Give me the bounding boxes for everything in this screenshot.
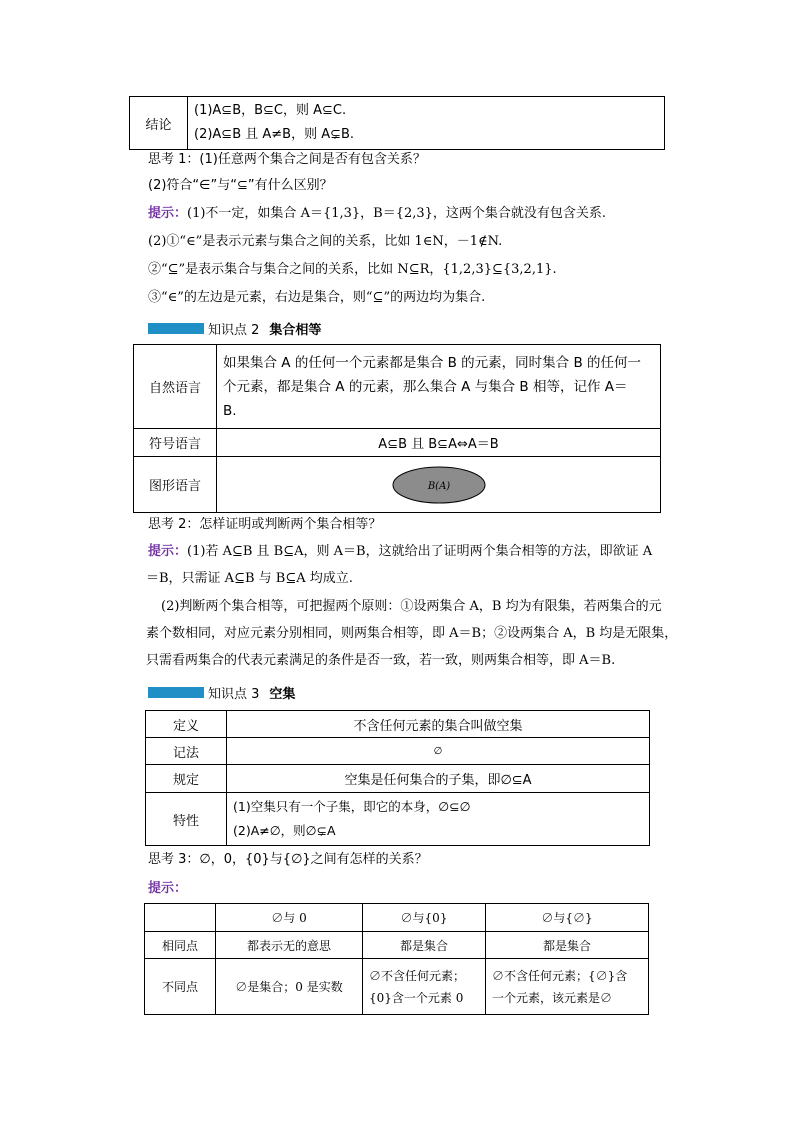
section-bar-icon [148, 687, 204, 698]
section-label: 知识点 2 [208, 322, 260, 338]
graphic-language-label: 图形语言 [134, 457, 217, 513]
difference-cell-2 [363, 959, 486, 1015]
think3-hint-label: 提示： [148, 881, 188, 896]
think1-answer-1-text: (1)不一定，如集合 A＝{1,3}，B＝{2,3}，这两个集合就没有包含关系. [187, 206, 607, 221]
comparison-header-3: ∅与{∅} [486, 904, 649, 932]
think1-answer-3: ②“⊆”是表示集合与集合之间的关系，比如 N⊆R，{1,2,3}⊆{3,2,1}. [148, 262, 557, 277]
natural-language-label: 自然语言 [134, 345, 217, 429]
section-title: 集合相等 [269, 322, 322, 338]
think3-question: 思考 3：∅，0，{0}与{∅}之间有怎样的关系？ [148, 852, 428, 867]
ellipse-label: B(A) [427, 480, 450, 492]
similarity-cell-2: 都是集合 [363, 932, 486, 959]
property-content [227, 793, 650, 846]
difference-cell-3-line-1: ∅不含任何元素；{∅}含 [492, 968, 628, 983]
similarity-cell-3: 都是集合 [486, 932, 649, 959]
natural-language-content [217, 345, 661, 429]
notation-label: 记法 [146, 738, 227, 765]
think2-answer-2-line-1: (2)判断两个集合相等，可把握两个原则：①设两集合 A，B 均为有限集，若两集合的元 [161, 599, 662, 614]
symbol-language-value: A⊆B 且 B⊆A⇔A＝B [217, 429, 661, 457]
natural-language-line-2: 个元素，都是集合 A 的元素，那么集合 A 与集合 B 相等，记作 A＝ [223, 378, 628, 395]
section-label: 知识点 3 [208, 686, 260, 702]
think1-answer-2: (2)①“∈”是表示元素与集合之间的关系，比如 1∈N，－1∉N. [148, 234, 503, 249]
conclusion-label: 结论 [130, 97, 188, 150]
difference-cell-3-line-2: 一个元素，该元素是∅ [492, 990, 613, 1005]
comparison-table [144, 903, 649, 1015]
property-line-1: (1)空集只有一个子集，即它的本身，∅⊆∅ [233, 799, 471, 814]
graphic-language-cell [217, 457, 661, 513]
comparison-header-1: ∅与 0 [216, 904, 363, 932]
comparison-header-2: ∅与{0} [363, 904, 486, 932]
conclusion-line-2: (2)A⊆B 且 A≠B，则 A⊊B. [194, 127, 355, 142]
think1-question-2: (2)符合“∈”与“⊆”有什么区别？ [148, 178, 333, 193]
definition-label: 定义 [146, 711, 227, 738]
think1-answer-4: ③“∈”的左边是元素，右边是集合，则“⊆”的两边均为集合. [148, 290, 486, 305]
empty-set-table [145, 710, 650, 846]
rule-label: 规定 [146, 765, 227, 793]
section-header-3 [148, 682, 295, 702]
property-line-2: (2)A≠∅，则∅⊊A [233, 823, 336, 838]
hint-label: 提示： [148, 544, 188, 559]
rule-value: 空集是任何集合的子集，即∅⊆A [227, 765, 650, 793]
think2-question: 思考 2：怎样证明或判断两个集合相等？ [148, 517, 382, 532]
conclusion-line-1: (1)A⊆B，B⊆C，则 A⊆C. [194, 103, 347, 118]
think2-answer-2-line-3: 只需看两集合的代表元素满足的条件是否一致，若一致，则两集合相等，即 A＝B. [146, 653, 616, 668]
comparison-header-blank [145, 904, 216, 932]
similarity-label: 相同点 [145, 932, 216, 959]
natural-language-line-3: B. [223, 402, 237, 419]
think1-answer-1 [148, 205, 606, 223]
conclusion-table [129, 96, 665, 150]
definition-value: 不含任何元素的集合叫做空集 [227, 711, 650, 738]
think1-question-1: 思考 1：(1)任意两个集合之间是否有包含关系？ [148, 152, 426, 167]
difference-label: 不同点 [145, 959, 216, 1015]
conclusion-content [188, 97, 665, 150]
symbol-language-label: 符号语言 [134, 429, 217, 457]
think2-answer-2-line-2: 素个数相同，对应元素分别相同，则两集合相等，即 A＝B；②设两集合 A，B 均是无限集， [146, 626, 678, 641]
hint-label: 提示： [148, 206, 188, 221]
section-bar-icon [148, 323, 204, 334]
natural-language-line-1: 如果集合 A 的任何一个元素都是集合 B 的元素，同时集合 B 的任何一 [223, 354, 642, 371]
think2-answer-1-text: (1)若 A⊆B 且 B⊆A，则 A＝B，这就给出了证明两个集合相等的方法，即欲证 A [187, 544, 653, 559]
set-equality-table [133, 344, 661, 513]
difference-cell-2-line-1: ∅不含任何元素； [369, 968, 466, 983]
section-title: 空集 [269, 686, 296, 702]
think2-answer-1-line-1 [148, 543, 652, 561]
section-header-2 [148, 318, 321, 338]
similarity-cell-1: 都表示无的意思 [216, 932, 363, 959]
difference-cell-3 [486, 959, 649, 1015]
property-label: 特性 [146, 793, 227, 846]
think2-answer-1-line-2: ＝B，只需证 A⊆B 与 B⊆A 均成立. [146, 571, 353, 586]
difference-cell-2-line-2: {0}含一个元素 0 [369, 990, 464, 1005]
difference-cell-1: ∅是集合；0 是实数 [216, 959, 363, 1015]
set-ellipse-diagram [391, 465, 487, 505]
notation-value: ∅ [227, 738, 650, 765]
